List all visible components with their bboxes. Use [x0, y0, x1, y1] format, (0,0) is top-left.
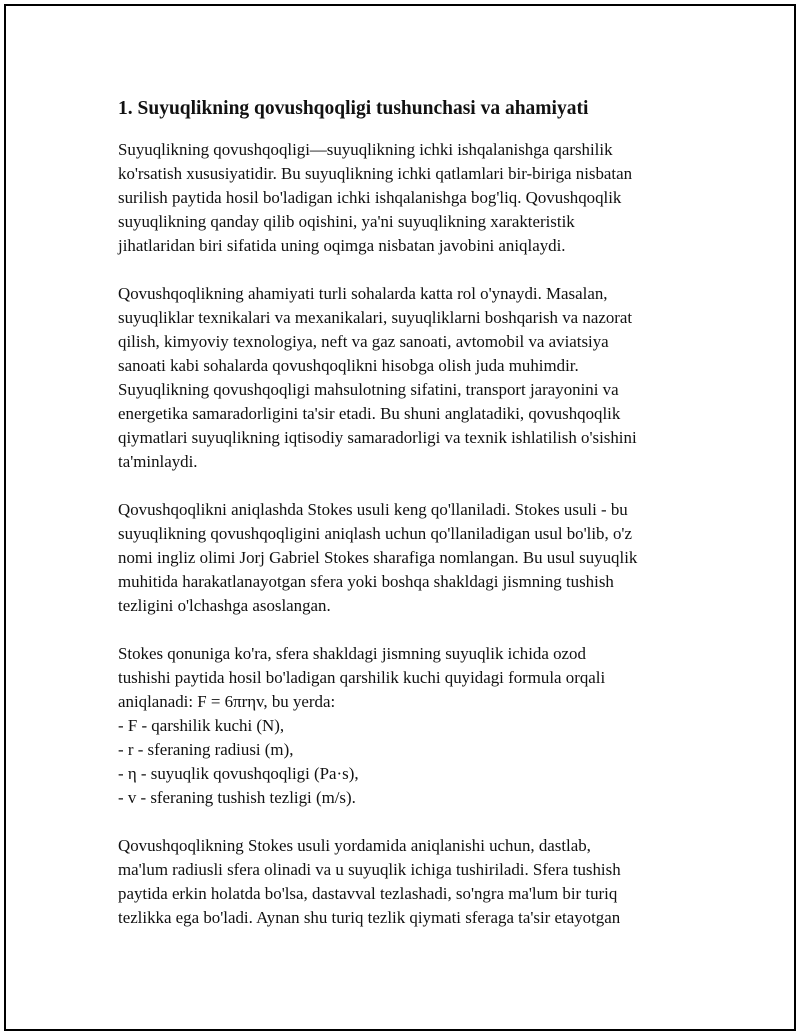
text-line: tezligini o'lchashga asoslangan. — [118, 596, 331, 615]
text-line: Suyuqlikning qovushqoqligi mahsulotning sifatini, transport jarayonini va — [118, 380, 619, 399]
text-line: Qovushqoqlikning Stokes usuli yordamida aniqlanishi uchun, dastlab, — [118, 836, 591, 855]
paragraph — [118, 642, 698, 810]
document-page — [4, 4, 796, 1031]
text-line: - η - suyuqlik qovushqoqligi (Pa·s), — [118, 764, 359, 783]
document-content — [118, 94, 698, 954]
text-line: tushishi paytida hosil bo'ladigan qarshilik kuchi quyidagi formula orqali — [118, 668, 606, 687]
text-line: suyuqliklar texnikalari va mexanikalari, suyuqliklarni boshqarish va nazorat — [118, 308, 633, 327]
text-line: nomi ingliz olimi Jorj Gabriel Stokes sharafiga nomlangan. Bu usul suyuqlik — [118, 548, 638, 567]
paragraph — [118, 282, 698, 474]
text-line: energetika samaradorligini ta'sir etadi. Bu shuni anglatadiki, qovushqoqlik — [118, 404, 621, 423]
text-line: tezlikka ega bo'ladi. Aynan shu turiq tezlik qiymati sferaga ta'sir etayotgan — [118, 908, 621, 927]
text-line: aniqlanadi: F = 6πrηv, bu yerda: — [118, 692, 336, 711]
text-line: qiymatlari suyuqlikning iqtisodiy samaradorligi va texnik ishlatilish o'sishini — [118, 428, 637, 447]
text-line: Stokes qonuniga ko'ra, sfera shakldagi jismning suyuqlik ichida ozod — [118, 644, 586, 663]
text-line: ko'rsatish xususiyatidir. Bu suyuqlikning ichki qatlamlari bir-biriga nisbatan — [118, 164, 633, 183]
text-line: - v - sferaning tushish tezligi (m/s). — [118, 788, 356, 807]
text-line: sanoati kabi sohalarda qovushqoqlikni hisobga olish juda muhimdir. — [118, 356, 579, 375]
text-line: surilish paytida hosil bo'ladigan ichki ishqalanishga bog'liq. Qovushqoqlik — [118, 188, 622, 207]
section-heading: 1. Suyuqlikning qovushqoqligi tushunchasi va ahamiyati — [118, 98, 589, 119]
paragraph-list — [118, 138, 698, 930]
text-line: - r - sferaning radiusi (m), — [118, 740, 294, 759]
text-line: muhitida harakatlanayotgan sfera yoki boshqa shakldagi jismning tushish — [118, 572, 614, 591]
text-line: ta'minlaydi. — [118, 452, 198, 471]
text-line: Qovushqoqlikning ahamiyati turli sohalarda katta rol o'ynaydi. Masalan, — [118, 284, 608, 303]
text-line: Qovushqoqlikni aniqlashda Stokes usuli keng qo'llaniladi. Stokes usuli - bu — [118, 500, 628, 519]
paragraph — [118, 834, 698, 930]
text-line: ma'lum radiusli sfera olinadi va u suyuqlik ichiga tushiriladi. Sfera tushish — [118, 860, 621, 879]
paragraph — [118, 138, 698, 258]
paragraph — [118, 498, 698, 618]
text-line: suyuqlikning qovushqoqligini aniqlash uchun qo'llaniladigan usul bo'lib, o'z — [118, 524, 632, 543]
text-line: qilish, kimyoviy texnologiya, neft va gaz sanoati, avtomobil va aviatsiya — [118, 332, 609, 351]
text-line: Suyuqlikning qovushqoqligi—suyuqlikning ichki ishqalanishga qarshilik — [118, 140, 613, 159]
text-line: suyuqlikning qanday qilib oqishini, ya'ni suyuqlikning xarakteristik — [118, 212, 575, 231]
text-line: jihatlaridan biri sifatida uning oqimga nisbatan javobini aniqlaydi. — [118, 236, 566, 255]
text-line: - F - qarshilik kuchi (N), — [118, 716, 285, 735]
text-line: paytida erkin holatda bo'lsa, dastavval tezlashadi, so'ngra ma'lum bir turiq — [118, 884, 618, 903]
